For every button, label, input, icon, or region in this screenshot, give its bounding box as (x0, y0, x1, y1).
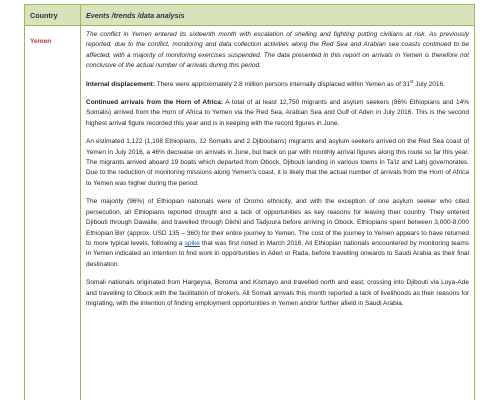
ethiopian-paragraph (86, 197, 469, 270)
arrivals-paragraph (86, 98, 469, 129)
ethiopian-text-end: that was first noted in March 2016. All Ethiopian nationals encountered by monitoring teams in Yemen indicated an intention to find work in opportunities in Aden or Rada, before travelling onwards to Saudi Arabia as their final destination. (86, 239, 469, 268)
somali-paragraph: Somali nationals originated from Hargeysa, Boroma and Kismayo and travelled north and east, crossing into Djibouti via Loya-Ade and travelling to Obock with the facilitation of brokers. All Somali arrivals this month reported a lack of livelihoods as their reasons for migrating, with the intention of finding employment opportunities in Yemen and/or further afield in Saudi Arabia. (86, 279, 469, 307)
displacement-text-end: July 2016. (413, 80, 445, 88)
displacement-heading: Internal displacement: (86, 80, 155, 88)
red-sea-paragraph: An estimated 1,122 (1,108 Ethiopians, 12 Somalis and 2 Djiboutians) migrants and asylum seekers arrived on the Red Sea coast of Yemen in July 2016, a 46% decrease on arrivals in June, but back on par with monthly arrival figures along this route so far this year. The migrants arrived aboard 19 boats which departed from Obock, Djibouti landing in various towns in Ta'iz and Lahj governorates. Due to the reduction of monitoring missions along Yemen's coast, it is likely that the actual number of arrivals from the Horn of Africa to Yemen was higher during the period. (86, 138, 469, 187)
ethiopian-text: The majority (96%) of Ethiopian nationals were of Oromo ethnicity, and with the exception of one asylum seeker who cited persecution, all Ethiopians reported drought and a lack of opportunities as key reasons for leaving their country. They entered Djibouti through Dawalle, and travelled through Dikhil and Tadjoura before arriving in Obock. Ethiopians spent between 3,000-8,000 Ethiopian Birr (approx. USD 135 – 360) for their entire journey to Yemen. The cost of the journey to Yemen appears to have returned to more typical levels, following a (86, 198, 469, 247)
displacement-text: There were approximately 2.8 million persons internally displaced within Yemen as of 31 (155, 80, 410, 88)
spike-link[interactable]: spike (184, 239, 200, 247)
arrivals-heading: Continued arrivals from the Horn of Africa: (86, 99, 224, 107)
displacement-paragraph (86, 80, 469, 90)
header-events: Events /trends /data analysis (81, 5, 475, 26)
header-country: Country (25, 5, 81, 26)
intro-paragraph: The conflict in Yemen entered its sixteenth month with escalation of shelling and fighting putting civilians at risk. As previously reported, due to the conflict, monitoring and data collection activities along the Red Sea and Arabian sea coasts continued to be affected, with a majority of monitoring exercises suspended. The data presented in this report on arrivals in Yemen is therefore not conclusive of the actual number of arrivals during this period. (86, 31, 469, 70)
arrivals-text: A total of at least 12,750 migrants and asylum seekers (86% Ethiopians and 14% Somalis) arrived from the Horn of Africa to Yemen via the Red Sea, Arabian Sea and Gulf of Aden in July 2016. This is the second highest arrival figure recorded this year and is in keeping with the record figures in June. (86, 99, 469, 127)
report-table (24, 4, 475, 400)
country-cell: Yemen (25, 26, 81, 400)
events-cell (81, 26, 475, 400)
displacement-sup: st (409, 78, 414, 84)
